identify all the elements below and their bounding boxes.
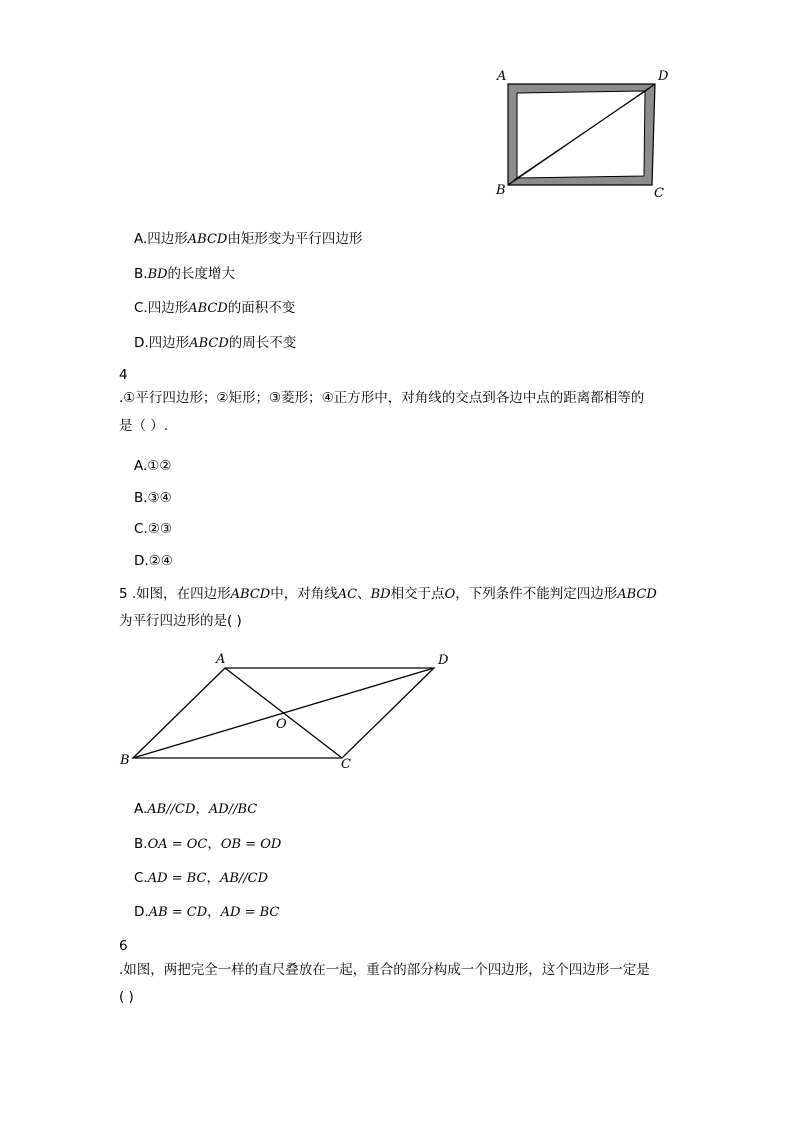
q5-stem-m5: ABCD: [617, 587, 657, 602]
q3-option-b-prefix: B.: [134, 266, 148, 282]
q5-option-a: [134, 800, 257, 819]
fig1-label-d: D: [658, 69, 669, 84]
q5-option-a-sep: ，: [195, 801, 209, 817]
q3-option-d-prefix: D.四边形: [134, 335, 190, 351]
q5-stem-p4: 相交于点: [390, 586, 445, 602]
q3-option-d-suffix: 的周长不变: [228, 335, 297, 351]
q5-option-d-expr2: AD = BC: [220, 905, 280, 920]
q5-option-c: [134, 869, 268, 888]
fig1-label-c: C: [654, 186, 664, 201]
q3-option-a-suffix: 由矩形变为平行四边形: [227, 231, 363, 247]
q3-option-c-prefix: C.四边形: [134, 300, 189, 316]
q4-option-d: D.②④: [134, 553, 173, 569]
q4-option-a: A.①②: [134, 458, 172, 474]
q5-stem-p2: 中，对角线: [270, 586, 338, 602]
q4-number: 4: [119, 367, 128, 383]
q6-number: 6: [119, 938, 128, 954]
q3-option-c-math: ABCD: [188, 301, 228, 316]
q5-stem-p3: 、: [357, 586, 371, 602]
fig1-label-b: B: [496, 183, 506, 198]
q5-option-b-expr1: OA = OC: [147, 837, 208, 852]
q6-stem-line1: .如图，两把完全一样的直尺叠放在一起，重合的部分构成一个四边形，这个四边形一定是: [119, 962, 650, 978]
q4-stem-line1: .①平行四边形；②矩形；③菱形；④正方形中，对角线的交点到各边中点的距离都相等的: [119, 390, 645, 406]
q4-stem-line2: 是（ ）.: [119, 418, 169, 434]
q4-option-c: C.②③: [134, 521, 172, 537]
q5-stem-m1: ABCD: [230, 587, 271, 602]
q5-option-b-letter: B.: [134, 836, 148, 852]
q5-option-c-letter: C.: [134, 870, 148, 886]
q5-stem-m2: AC: [337, 587, 358, 602]
q3-option-b-math: BD: [147, 267, 168, 282]
q5-option-d-sep: ，: [207, 904, 221, 920]
q5-stem-line2: 为平行四边形的是( ): [119, 613, 242, 629]
fig2-label-o: O: [276, 717, 287, 732]
q3-option-c-suffix: 的面积不变: [227, 300, 296, 316]
q5-option-a-letter: A.: [134, 801, 148, 817]
fig2-label-b: B: [120, 753, 130, 768]
q5-option-c-expr1: AD = BC: [147, 871, 207, 886]
q3-option-b-suffix: 的长度增大: [167, 266, 236, 282]
q5-option-d: [134, 903, 279, 922]
fig1-label-a: A: [497, 69, 507, 84]
q5-option-c-sep: ，: [206, 870, 220, 886]
q5-option-a-expr1: AB//CD: [147, 802, 196, 817]
q5-option-d-expr1: AB = CD: [148, 905, 208, 920]
q3-option-d-math: ABCD: [189, 336, 229, 351]
q3-option-a-prefix: A.四边形: [134, 231, 188, 247]
q5-option-b-expr2: OB = OD: [220, 837, 282, 852]
q5-stem-p1: 5 .如图，在四边形: [119, 586, 231, 602]
fig2-label-a: A: [216, 652, 226, 667]
q5-option-b: [134, 835, 281, 854]
q5-option-c-expr2: AB//CD: [219, 871, 269, 886]
q5-option-b-sep: ，: [207, 836, 221, 852]
q5-stem-m3: BD: [370, 587, 391, 602]
q5-option-a-expr2: AD//BC: [208, 802, 258, 817]
q6-stem-line2: ( ): [119, 989, 134, 1005]
q4-option-b: B.③④: [134, 490, 172, 506]
fig2-label-c: C: [341, 757, 351, 772]
q5-option-d-letter: D.: [134, 904, 149, 920]
q5-stem-m4: O: [444, 587, 456, 602]
q3-option-a-math: ABCD: [187, 232, 228, 247]
q5-stem-p5: ，下列条件不能判定四边形: [455, 586, 618, 602]
fig2-label-d: D: [438, 653, 449, 668]
